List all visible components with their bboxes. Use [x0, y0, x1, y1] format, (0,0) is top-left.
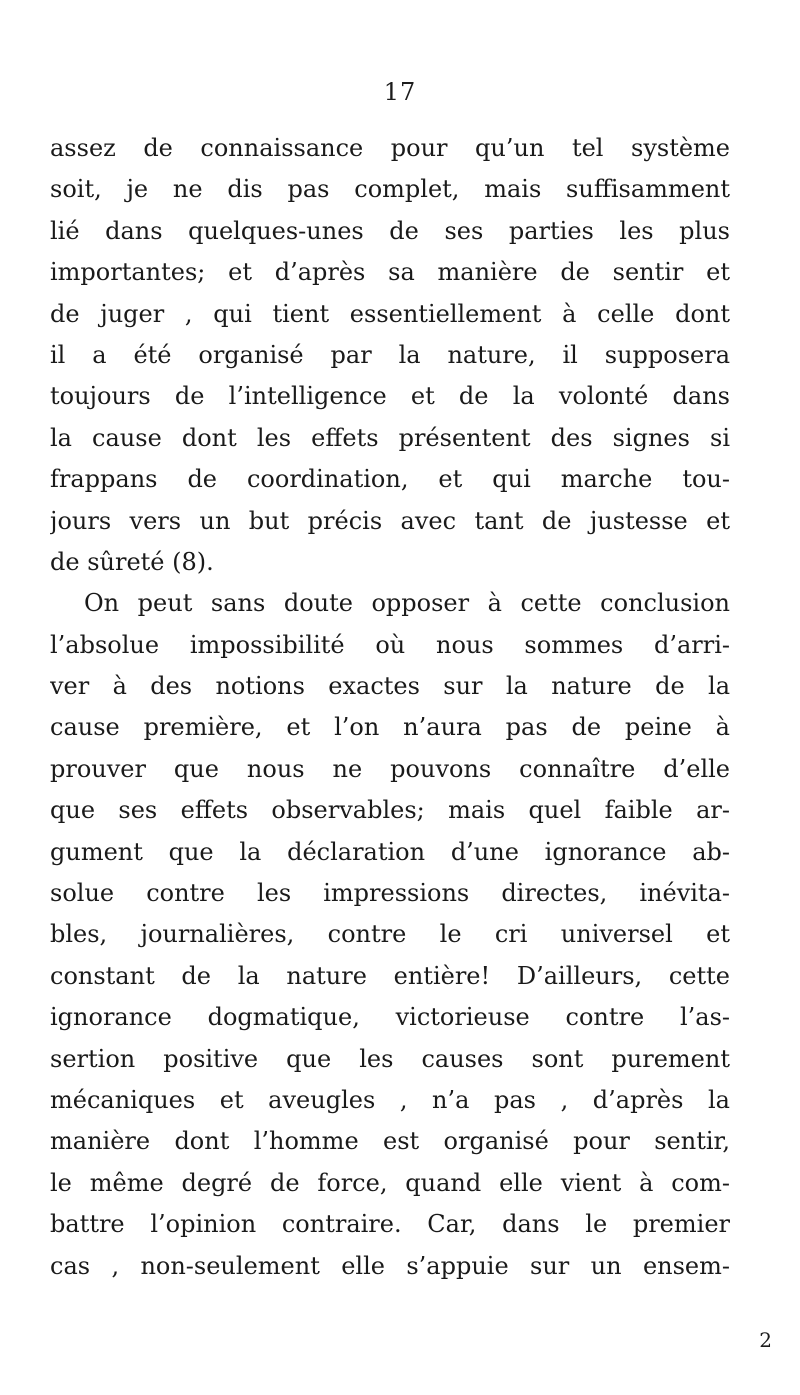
- text-line: jours vers un but précis avec tant de justesse et: [50, 506, 730, 535]
- text-line: constant de la nature entière! D’ailleurs, cette: [50, 961, 730, 990]
- text-line: frappans de coordination, et qui marche tou-: [50, 465, 730, 494]
- text-line: battre l’opinion contraire. Car, dans le premier: [50, 1210, 730, 1239]
- text-line: bles, journalières, contre le cri universel et: [50, 920, 730, 949]
- page-number: 17: [383, 78, 417, 106]
- paragraph-start-line: On peut sans doute opposer à cette conclusion: [84, 589, 730, 618]
- text-line: cause première, et l’on n’aura pas de peine à: [50, 713, 730, 742]
- text-line: importantes; et d’après sa manière de sentir et: [50, 258, 730, 287]
- text-line: lié dans quelques-unes de ses parties les plus: [50, 216, 730, 245]
- text-line: il a été organisé par la nature, il supposera: [50, 340, 730, 369]
- paragraph-end-line: de sûreté (8).: [50, 547, 214, 576]
- text-line: toujours de l’intelligence et de la volonté dans: [50, 382, 730, 411]
- text-line: manière dont l’homme est organisé pour sentir,: [50, 1127, 730, 1156]
- text-line: la cause dont les effets présentent des signes si: [50, 423, 730, 452]
- text-line: gument que la déclaration d’une ignorance ab-: [50, 837, 730, 866]
- text-line: prouver que nous ne pouvons connaître d’elle: [50, 754, 730, 783]
- signature-mark: 2: [759, 1328, 772, 1352]
- text-line: ver à des notions exactes sur la nature de la: [50, 672, 730, 701]
- text-line: ignorance dogmatique, victorieuse contre l’as-: [50, 1003, 730, 1032]
- text-line: solue contre les impressions directes, inévita-: [50, 879, 730, 908]
- text-line: mécaniques et aveugles , n’a pas , d’après la: [50, 1085, 730, 1114]
- text-line: le même degré de force, quand elle vient à com-: [50, 1168, 730, 1197]
- body-text: [50, 128, 730, 1287]
- text-line: sertion positive que les causes sont purement: [50, 1044, 730, 1073]
- text-line: assez de connaissance pour qu’un tel système: [50, 134, 730, 162]
- text-line: cas , non-seulement elle s’appuie sur un ensem-: [50, 1251, 730, 1280]
- text-line: l’absolue impossibilité où nous sommes d’arri-: [50, 630, 730, 659]
- text-line: de juger , qui tient essentiellement à celle dont: [50, 299, 730, 328]
- text-line: soit, je ne dis pas complet, mais suffisamment: [50, 175, 730, 204]
- text-line: que ses effets observables; mais quel faible ar-: [50, 796, 730, 825]
